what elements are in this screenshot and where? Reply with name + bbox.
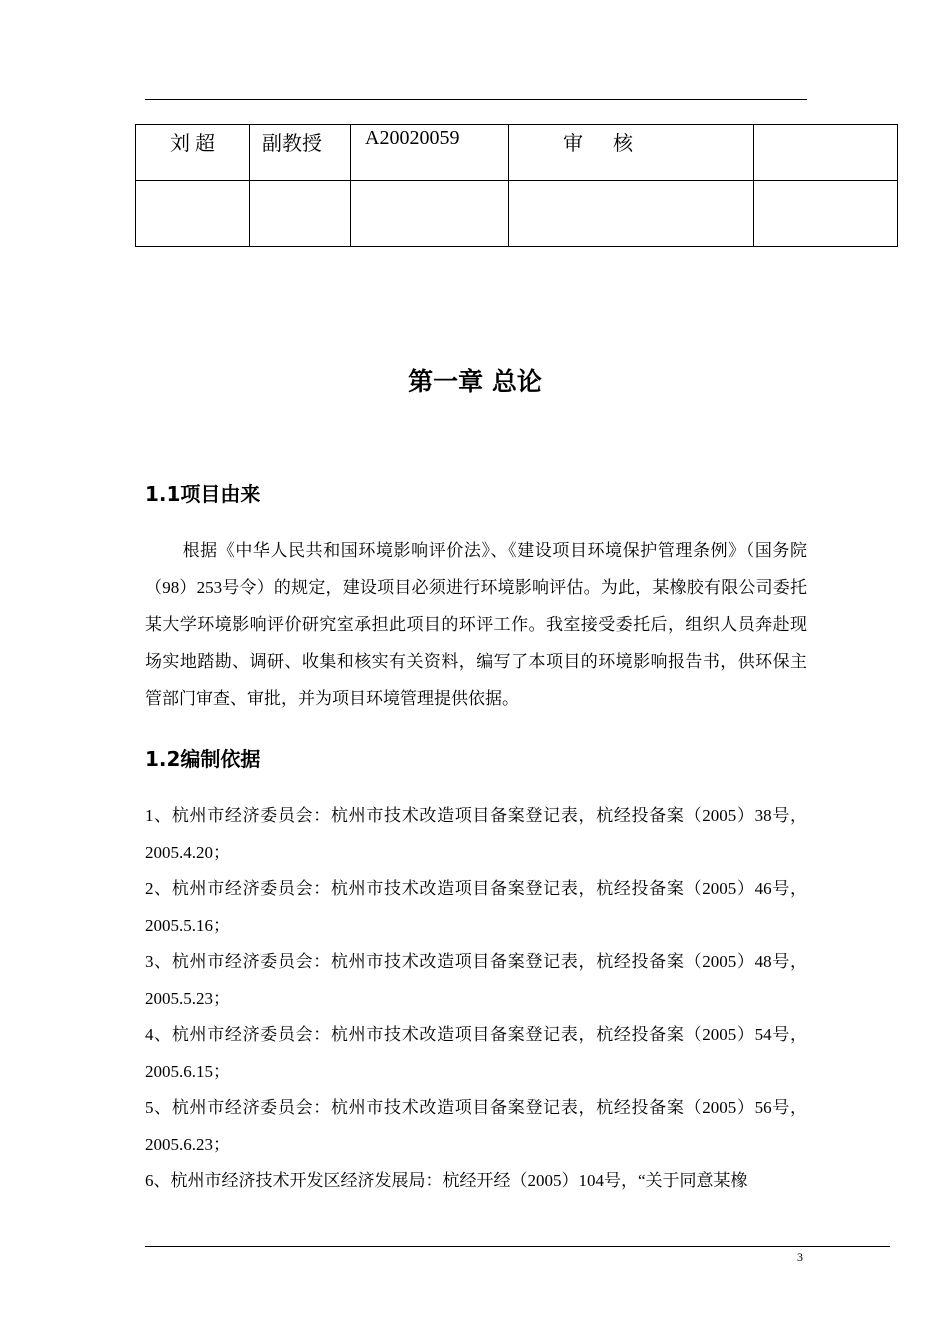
reference-item: 2、杭州市经济委员会：杭州市技术改造项目备案登记表，杭经投备案（2005）46号，2005.5.16； [145, 879, 807, 935]
staff-table [135, 124, 898, 247]
staff-id: A20020059 [351, 125, 509, 181]
staff-role: 审核 [509, 125, 754, 181]
reference-item: 4、杭州市经济委员会：杭州市技术改造项目备案登记表，杭经投备案（2005）54号，2005.6.15； [145, 1025, 807, 1081]
section-heading: 1.2编制依据 [145, 747, 261, 771]
staff-title [250, 181, 351, 247]
staff-signature [754, 125, 898, 181]
paragraph-text: 根据《中华人民共和国环境影响评价法》、《建设项目环境保护管理条例》（国务院（98）253号令）的规定，建设项目必须进行环境影响评估。为此，某橡胶有限公司委托某大学环境影响评价研究室承担此项目的环评工作。我室接受委托后，组织人员奔赴现场实地踏勘、调研、收集和核实有关资料，编写了本项目的环境影响报告书，供环保主管部门审查、审批，并为项目环境管理提供依据。 [145, 541, 807, 708]
header-rule [145, 99, 807, 100]
staff-role [509, 181, 754, 247]
staff-name: 刘 超 [136, 125, 250, 181]
reference-item: 6、杭州市经济技术开发区经济发展局：杭经开经（2005）104号，“关于同意某橡 [145, 1171, 748, 1190]
staff-signature [754, 181, 898, 247]
section-heading: 1.1项目由来 [145, 482, 261, 506]
footer-rule [145, 1246, 890, 1247]
page-number: 3 [797, 1250, 803, 1264]
reference-item: 1、杭州市经济委员会：杭州市技术改造项目备案登记表，杭经投备案（2005）38号，2005.4.20； [145, 806, 807, 862]
body-paragraph [145, 532, 807, 717]
chapter-title: 第一章 总论 [408, 367, 542, 396]
staff-name [136, 181, 250, 247]
staff-title: 副教授 [250, 125, 351, 181]
table-row [136, 125, 898, 181]
staff-id [351, 181, 509, 247]
reference-item: 5、杭州市经济委员会：杭州市技术改造项目备案登记表，杭经投备案（2005）56号，2005.6.23； [145, 1098, 807, 1154]
table-row [136, 181, 898, 247]
reference-item: 3、杭州市经济委员会：杭州市技术改造项目备案登记表，杭经投备案（2005）48号，2005.5.23； [145, 952, 807, 1008]
